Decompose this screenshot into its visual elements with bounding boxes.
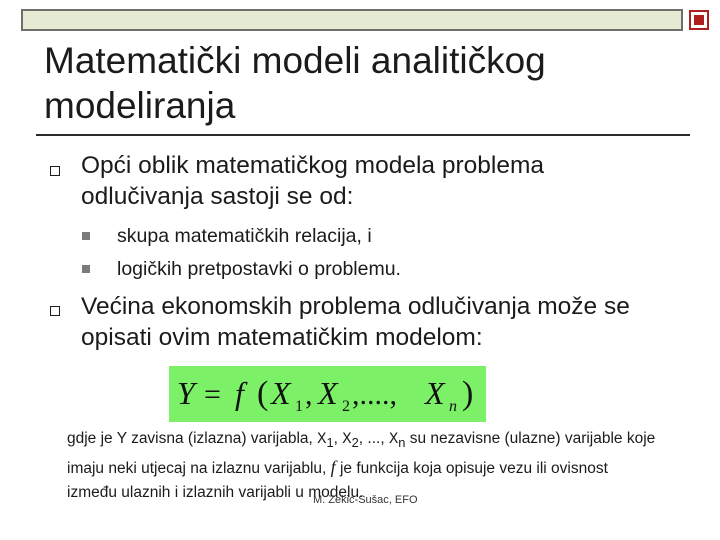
title-divider bbox=[36, 134, 690, 136]
formula-equals: = bbox=[204, 378, 221, 411]
formula-open-paren: ( bbox=[257, 375, 269, 412]
formula-close-paren: ) bbox=[462, 375, 474, 412]
sub-bullet-text: logičkih pretpostavki o problemu. bbox=[117, 258, 401, 280]
top-decoration-bar bbox=[21, 9, 683, 31]
bullet-text: Većina ekonomskih problema odlučivanja može se opisati ovim matematičkim modelom: bbox=[81, 293, 630, 351]
formula-xn: X bbox=[425, 375, 445, 411]
bullet-text: Opći oblik matematičkog modela problema odlučivanja sastoji se od: bbox=[81, 152, 544, 210]
formula-function: f bbox=[235, 375, 244, 411]
formula-dots: ,...., bbox=[352, 378, 397, 411]
filled-square-bullet-icon bbox=[82, 265, 90, 273]
formula-x1: X bbox=[271, 375, 291, 411]
hollow-square-bullet-icon bbox=[50, 166, 60, 176]
formula-sub2: 2 bbox=[342, 398, 350, 415]
hollow-square-bullet-icon bbox=[50, 306, 60, 316]
slide-footer: M. Zekić-Sušac, EFO bbox=[313, 494, 418, 506]
formula-graphic bbox=[169, 366, 486, 422]
corner-decoration-box bbox=[689, 10, 709, 30]
formula-box bbox=[169, 366, 486, 422]
formula-subn: n bbox=[449, 398, 457, 415]
formula-x2: X bbox=[318, 375, 338, 411]
filled-square-bullet-icon bbox=[82, 232, 90, 240]
slide-title: Matematički modeli analitičkog modeliranja bbox=[44, 40, 546, 126]
formula-lhs: Y bbox=[177, 375, 195, 411]
formula-explanation: gdje je Y zavisna (izlazna) varijabla, $X_1$, $X_2$, ..., $X_n$ su nezavisne (ulazne) varijable koje imaju neki utjecaj na izlaznu varijablu, f je funkcija koja opisuje vezu ili ovisnost između ulaznih i izlaznih varijabli u modelu. bbox=[67, 430, 656, 502]
formula-comma1: , bbox=[305, 378, 313, 411]
formula-sub1: 1 bbox=[295, 398, 303, 415]
sub-bullet-text: skupa matematičkih relacija, i bbox=[117, 225, 372, 247]
